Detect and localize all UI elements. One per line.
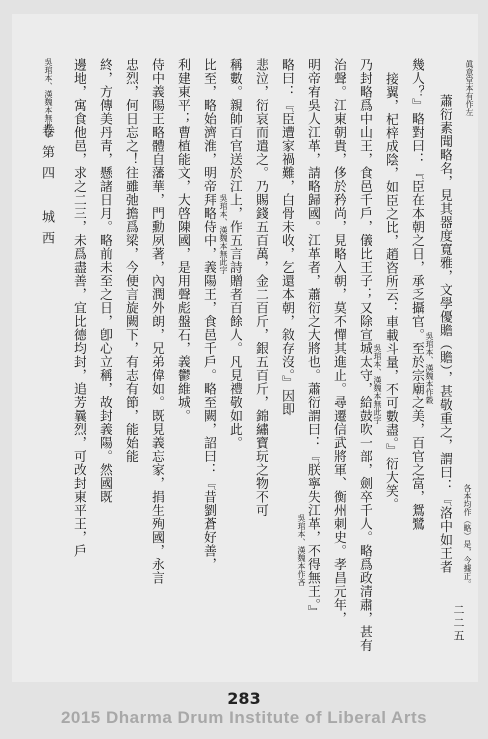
chapter-side-title: 卷第四 城西 (39, 124, 54, 252)
header-note: 眞意堂本有作左 (465, 60, 474, 116)
text-column-14: 終，方傳美丹青，懸諸日月。略前未至之日，卽心立稱，故封義陽。然國既 (97, 58, 112, 504)
text-column-9: 稱數。親帥百官送於江上，作五言詩贈者百餘人。凡見禮敬如此。 (227, 58, 242, 450)
left-annotation-note: 吳琯本、漢魏本無此字 (44, 58, 53, 138)
text-column-11: 利建東平；曹植能文，大啓陳國，是用聲彪盤石，義鬱維城。 (175, 58, 190, 423)
annotation-note-5: 吳琯本、漢魏本無此字 (219, 194, 228, 274)
annotation-note-1: 各本均作（略）是，今據正。 (463, 484, 472, 588)
watermark-text: 2015 Dharma Drum Institute of Liberal Arts (60, 708, 428, 727)
text-column-15: 邊地，寓食他邑，求之二三，未爲盡善，宜比德均封，追芳曩烈，可改封東平王，戶 (71, 58, 86, 558)
text-column-7: 略曰：『臣遭家禍難，白骨未收，乞還本朝，敘存沒。』因即 (279, 58, 294, 416)
text-column-8: 悲泣，衍哀而遣之。乃賜錢五百萬，金二百斤，銀五百斤，錦繡寶玩之物不可 (253, 58, 268, 517)
text-column-5: 治聲。江東朝貴，侈於矜尚，見略入朝，莫不憚其進止。尋遷信武將軍、衡州刺史。孝昌元年， (331, 58, 346, 625)
page-number-chinese: 二二五 (452, 604, 465, 643)
book-page (12, 14, 478, 682)
text-column-6: 明帝宥吳人江革，請略歸國。江革者，蕭衍之大將也。蕭衍謂曰：『朕寧失江革，不得無王。』 (305, 58, 320, 619)
text-column-4: 乃封略爲中山王，食邑千戶，儀比王子；又除宣城太守，給鼓吹一部，劍卒千人。略爲政清肅，甚有 (357, 58, 372, 652)
text-column-12: 侍中義陽王略體自藩華，門勳夙著，內潤外朗，兄弟偉如。既見義忘家，捐生殉國，永言 (149, 58, 164, 585)
annotation-note-2: 吳琯本、漢魏本作穀 (425, 332, 434, 404)
text-column-3: 接翼，杞梓成陰，如臣之比，趙咨所云：車載斗量，不可數盡。』衍大笑。 (383, 72, 398, 511)
text-column-13: 忠烈，何日忘之！往雖弛擔爲梁，今便言旋闕下，有志有節，能始能 (123, 58, 138, 463)
text-column-1: 蕭衍素聞略名，見其器度寬雅，文學優贍（贍），甚敬重之，謂曰：『洛中如王者 (437, 94, 452, 574)
text-column-10: 比至，略始濟淮，明帝拜略侍中，義陽王，食邑千戶。略至闕，詔曰：『昔劉蒼好善， (201, 58, 216, 571)
annotation-note-4: 吳琯本、漢魏本作吝 (297, 514, 306, 586)
page-number: 283 (227, 689, 261, 708)
annotation-note-3: 吳琯本、漢魏本無此字 (373, 344, 382, 424)
text-column-2: 幾人？』略對曰：『臣在本朝之日，承乏攝官。至於宗廟之美，百官之富，鴛鷺 (409, 58, 424, 531)
